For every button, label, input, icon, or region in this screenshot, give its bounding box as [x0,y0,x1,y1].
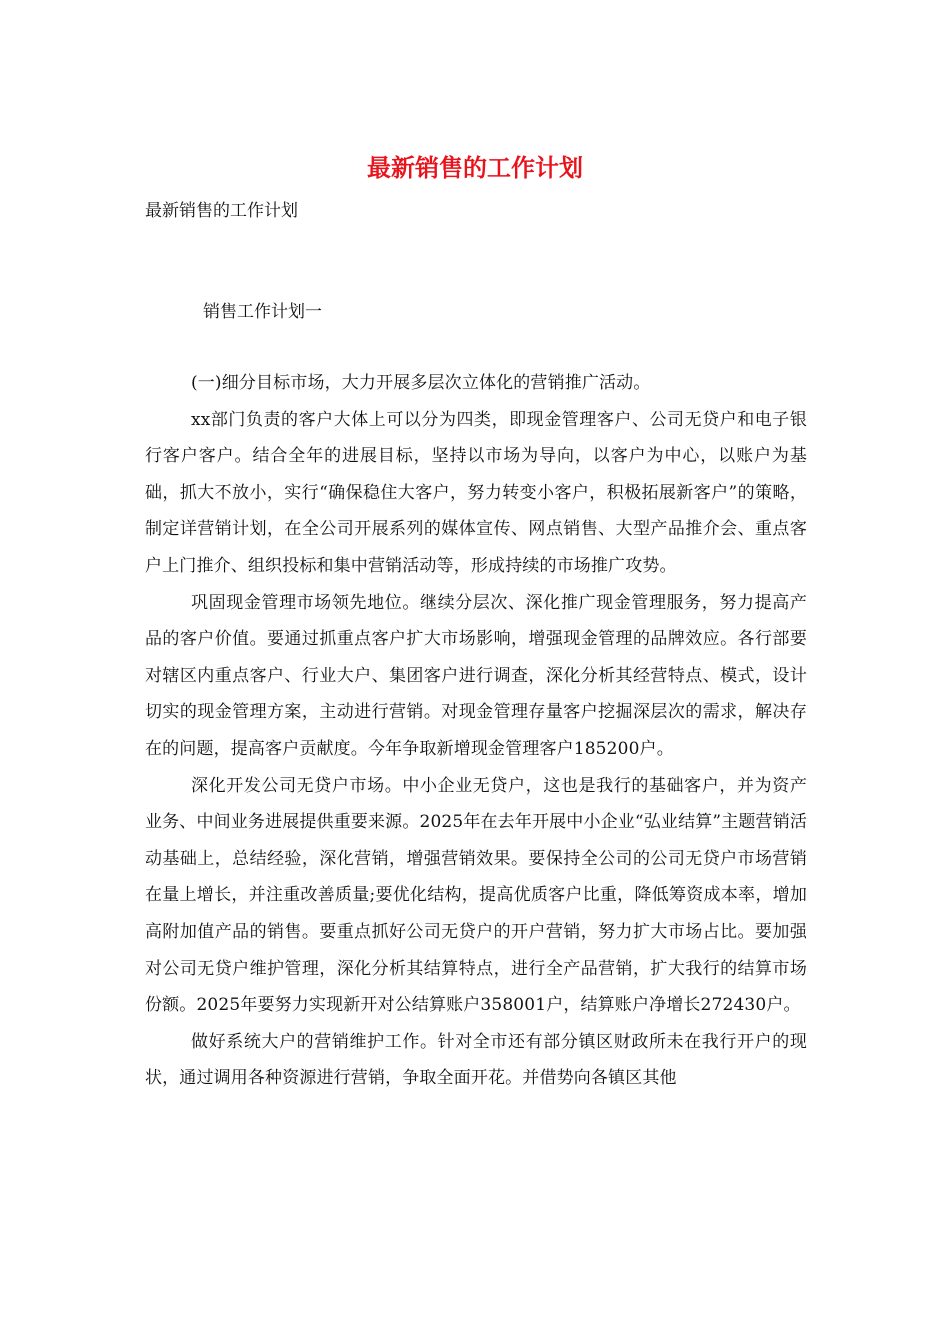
document-subtitle: 最新销售的工作计划 [145,201,298,221]
paragraph-4: 深化开发公司无贷户市场。中小企业无贷户，这也是我行的基础客户，并为资产业务、中间业务进展提供重要来源。2025年在去年开展中小企业“弘业结算”主题营销活动基础上，总结经验，深化营销，增强营销效果。要保持全公司的公司无贷户市场营销在量上增长，并注重改善质量;要优化结构，提高优质客户比重，降低筹资成本率，增加高附加值产品的销售。要重点抓好公司无贷户的开户营销，努力扩大市场占比。要加强对公司无贷户维护管理，深化分析其结算特点，进行全产品营销，扩大我行的结算市场份额。2025年要努力实现新开对公结算账户358001户，结算账户净增长272430户。 [145,775,807,1016]
paragraph-2: xx部门负责的客户大体上可以分为四类，即现金管理客户、公司无贷户和电子银行客户客户。结合全年的进展目标，坚持以市场为导向，以客户为中心，以账户为基础，抓大不放小，实行“确保稳住大客户，努力转变小客户，积极拓展新客户”的策略，制定详营销计划，在全公司开展系列的媒体宣传、网点销售、大型产品推介会、重点客户上门推介、组织投标和集中营销活动等，形成持续的市场推广攻势。 [145,409,807,576]
paragraph-1: (一)细分目标市场，大力开展多层次立体化的营销推广活动。 [191,373,651,393]
paragraph-5: 做好系统大户的营销维护工作。针对全市还有部分镇区财政所未在我行开户的现状，通过调用各种资源进行营销，争取全面开花。并借势向各镇区其他 [145,1031,807,1089]
section-heading: 销售工作计划一 [203,302,322,322]
document-title: 最新销售的工作计划 [367,154,583,182]
paragraph-3: 巩固现金管理市场领先地位。继续分层次、深化推广现金管理服务，努力提高产品的客户价值。要通过抓重点客户扩大市场影响，增强现金管理的品牌效应。各行部要对辖区内重点客户、行业大户、集团客户进行调查，深化分析其经营特点、模式，设计切实的现金管理方案，主动进行营销。对现金管理存量客户挖掘深层次的需求，解决存在的问题，提高客户贡献度。今年争取新增现金管理客户185200户。 [145,592,807,759]
document-body [145,365,807,1097]
